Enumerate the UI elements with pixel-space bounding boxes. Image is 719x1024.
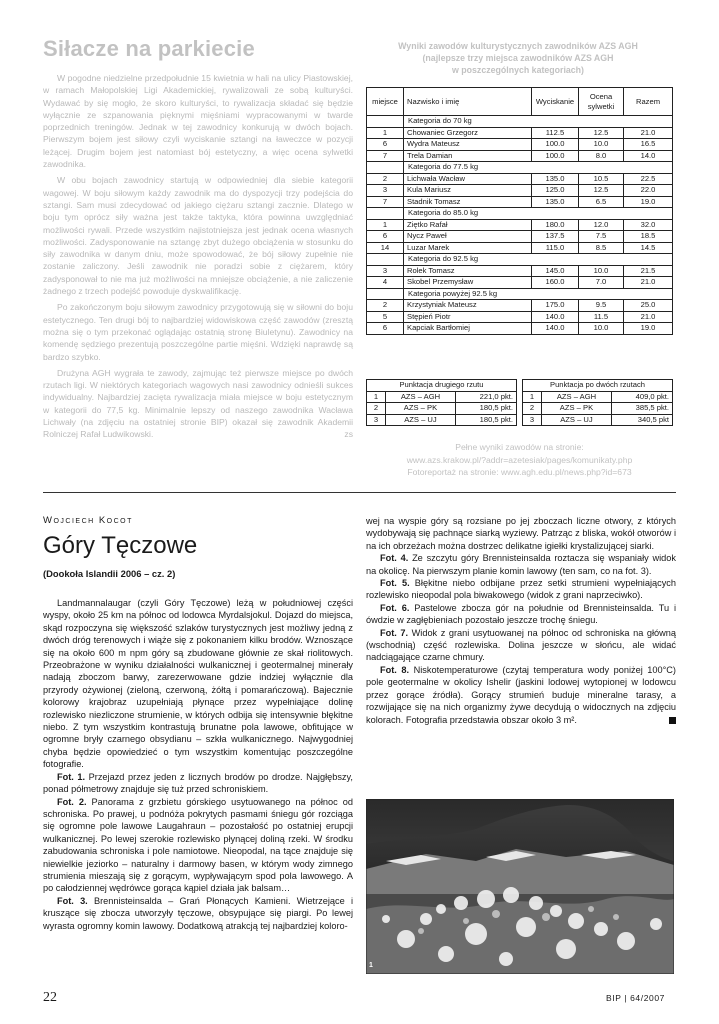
cell-name: Krzystyniak Mateusz xyxy=(404,300,532,312)
cell-name: Kula Mariusz xyxy=(404,185,532,197)
paragraph: Fot. 2. Panorama z grzbietu górskiego usytuowanego na północ od schroniska. Po prawej, u podnóża pokrytych pasmami śniegu gór rozciąga się ogromne pole lawowe Laugahraun – pozostałość po ostatniej erupcji wulkanicznej. Po lewej szerokie rozlewisko płynącej doliną rzeki. W środku zabudowania schroniska i pole namiotowe. Nieopodal, na tące znajduje się niewielkie jeziorko – naturalny i darmowy basen, w którym wody zimnego strumienia mieszają się z gorącym, wypływającym spod pola lawowego. A po całodziennej wędrówce gorąca kąpiel działa jak balsam… xyxy=(43,796,353,894)
cell-place: 1 xyxy=(523,391,542,403)
table-row xyxy=(367,300,673,312)
cell-total: 16.5 xyxy=(624,139,673,151)
cell-score: 7.5 xyxy=(579,231,624,243)
top-paragraph-text: Drużyna AGH wygrała te zawody, zajmując też pierwsze miejsce po dwóch rzutach ligi. W niektórych kategoriach wagowych nasi zawodnicy odnieśli sukces indywidualny. Najbardziej zacięta rywalizacja miała miejsce w boju estetycznym w kategorii do 77,5 kg. Minimalnie lepszy od naszego zawodnika Wacława Lichwały (na zdjęciu na ostatniej stronie BIP) okazał się zawodnik Akademii Rolniczej Rafał Ludwikowski. xyxy=(43,367,353,440)
cell-total: 21.0 xyxy=(624,127,673,139)
cell-total: 25.0 xyxy=(624,300,673,312)
cell-team: AZS – PK xyxy=(542,403,612,415)
cell-press: 180.0 xyxy=(532,219,579,231)
cell-place: 3 xyxy=(523,414,542,426)
article-title: Góry Tęczowe xyxy=(43,532,198,559)
category-row xyxy=(367,116,673,128)
paragraph: Fot. 8. Niskotemperaturowe (czytaj temperatura wody poniżej 100°C) pole geotermalne w okolicy Ishelir (jaskini lodowej wytopionej w lodowcu przez gorące źródła). Gorący strumień buduje mineralne tarasy, a rozwijające się na nich organizmy żywe decydują o widocznych na zdjęciu kolorach. Fotografia przedstawia obszar około 3 m². xyxy=(366,664,676,725)
paragraph: wej na wyspie góry są rozsiane po jej zboczach liczne otwory, z których wydobywają się pachnące siarką wyziewy. Patrząc z bliska, wokół otworów i na ich obrzeżach można dostrzec delikatne igiełki krystalizującej siarki. xyxy=(366,516,676,551)
paragraph: Landmannalaugar (czyli Góry Tęczowe) leżą w południowej części wyspy, około 25 km na północ od lodowca Myrdalsjokul. Dojazd do miejsca, skąd rozpoczyna się większość szlaków turystycznych jest możliwy jedną z dwóch dróg terenowych i wiąże się z pokonaniem kilku brodów. Wznoszące się na około 600 m npm góry są zbudowane głównie ze skał riolitowych. Przeobrażone w wyniku działalności wulkanicznej i geotermalnej minerały nadają zboczom barwy, zarezerwowane gdzie indziej wyłącznie dla przyrody ożywionej (zieloną, czerwoną, żółtą i pomarańczową). Bajecznie kolorowy krajobraz uzupełniają płynące przez wypełniające dolinę rozlewisko niezliczone strumienie, w których odbija się intensywnie błękitne niebo. Z tym wszystkim kontrastują brunatne pola lawowe, obfitujące w ogromne bryły czarnego obsydianu – szkła wulkanicznego. Najwygodniej chyba będzie opowiedzieć o tym wszystkim komentując poszczególne fotografie. xyxy=(43,598,353,770)
cell-total: 21.0 xyxy=(624,277,673,289)
points-two-body xyxy=(523,391,673,426)
cell-place: 2 xyxy=(523,403,542,415)
table-header-row xyxy=(367,88,673,116)
table-row xyxy=(367,231,673,243)
cell-name: Stadnik Tomasz xyxy=(404,196,532,208)
cell-score: 10.0 xyxy=(579,323,624,335)
cell-total: 32.0 xyxy=(624,219,673,231)
points-second-body xyxy=(367,391,517,426)
cell-name: Chowaniec Grzegorz xyxy=(404,127,532,139)
cell-place: 1 xyxy=(367,127,404,139)
cell-score: 12.0 xyxy=(579,219,624,231)
cell-team: AZS – AGH xyxy=(542,391,612,403)
table-row xyxy=(367,173,673,185)
table-row xyxy=(523,391,673,403)
results-caption-line: Wyniki zawodów kulturystycznych zawodników AZS AGH xyxy=(398,41,638,51)
cell-points: 180,5 pkt. xyxy=(455,414,516,426)
landscape-photo xyxy=(366,799,674,974)
end-of-article-icon xyxy=(669,717,676,724)
table-row xyxy=(367,242,673,254)
cell-place: 7 xyxy=(367,196,404,208)
header-name: Nazwisko i imię xyxy=(404,88,532,116)
cell-name: Lichwała Wacław xyxy=(404,173,532,185)
article-subtitle: (Dookoła Islandii 2006 – cz. 2) xyxy=(43,568,176,579)
results-caption-line: w poszczególnych kategoriach) xyxy=(452,65,584,75)
table-row xyxy=(367,139,673,151)
cell-place: 7 xyxy=(367,150,404,162)
cell-name: Kapciak Bartłomiej xyxy=(404,323,532,335)
category-row xyxy=(367,288,673,300)
cell-press: 145.0 xyxy=(532,265,579,277)
cell-press: 160.0 xyxy=(532,277,579,289)
section-divider xyxy=(43,492,676,493)
cell-press: 137.5 xyxy=(532,231,579,243)
links-line: Pełne wyniki zawodów na stronie: xyxy=(455,442,584,452)
cell-press: 112.5 xyxy=(532,127,579,139)
footer-issue: BIP | 64/2007 xyxy=(606,993,666,1003)
page-number: 22 xyxy=(43,990,57,1005)
top-paragraph xyxy=(43,367,353,441)
category-spacer xyxy=(367,288,404,300)
category-name: Kategoria do 85.0 kg xyxy=(404,208,673,220)
cell-name: Ziętko Rafał xyxy=(404,219,532,231)
table-row xyxy=(367,219,673,231)
cell-score: 12.5 xyxy=(579,185,624,197)
paragraph: Fot. 7. Widok z grani usytuowanej na północ od schroniska na główną (wschodnią) część rozlewiska. Dolina jeszcze w słońcu, ale widać nadciągające czarne chmury. xyxy=(366,627,676,663)
cell-name: Rolek Tomasz xyxy=(404,265,532,277)
cell-total: 19.0 xyxy=(624,323,673,335)
category-name: Kategoria do 92.5 kg xyxy=(404,254,673,266)
table-row xyxy=(367,391,517,403)
left-column xyxy=(43,597,353,932)
signature: zs xyxy=(344,429,353,440)
cell-score: 10.0 xyxy=(579,265,624,277)
cell-place: 5 xyxy=(367,311,404,323)
author-name: Wojciech Kocot xyxy=(43,515,133,526)
cell-place: 6 xyxy=(367,231,404,243)
table-row xyxy=(367,323,673,335)
table-row xyxy=(367,265,673,277)
cell-press: 125.0 xyxy=(532,185,579,197)
links-line[interactable]: www.azs.krakow.pl/?addr=azetesiak/pages/komunikaty.php xyxy=(406,454,633,465)
cell-score: 9.5 xyxy=(579,300,624,312)
top-paragraph: W pogodne niedzielne przedpołudnie 15 kwietnia w hali na ulicy Piastowskiej, w ramach Małopolskiej Ligi Akademickiej, rywalizowali ze sobą kulturyści. Wydawać by się mogło, że skoro kulturyści, to rywalizacja składać się będzie wyłącznie ze szpanowania pięknymi mięśniami wypracowanymi w twarde poprzednich treningów. Jednak w tej zawodnicy konkurują w dwóch bojach. Pierwszym bojem jest siłowy czyli wyciskanie sztangi na ławeczce w pozycji leżącej. Drugim bojem jest natomiast bój estetyczny, a więc ocena sylwetki zawodnika. xyxy=(43,73,353,170)
results-body xyxy=(367,116,673,335)
table-row xyxy=(367,196,673,208)
category-spacer xyxy=(367,116,404,128)
cell-press: 100.0 xyxy=(532,139,579,151)
paragraph: Fot. 3. Brennisteinsalda – Grań Płonących Kamieni. Wietrzejące i kruszące się zbocza utworzyły tęczowe, obsypujące się piargi. Po lewej wyrasta ogromny komin lawowy. Dodatkową atrakcją tej najbardziej koloro- xyxy=(43,895,353,931)
cell-press: 115.0 xyxy=(532,242,579,254)
category-name: Kategoria do 70 kg xyxy=(404,116,673,128)
cell-score: 8.5 xyxy=(579,242,624,254)
cell-points: 180,5 pkt. xyxy=(455,403,516,415)
cell-total: 14.0 xyxy=(624,150,673,162)
cell-place: 6 xyxy=(367,323,404,335)
cell-total: 19.0 xyxy=(624,196,673,208)
photo-number: 1 xyxy=(369,962,373,969)
cell-points: 221,0 pkt. xyxy=(455,391,516,403)
cell-points: 409,0 pkt. xyxy=(611,391,672,403)
paragraph: Fot. 5. Błękitne niebo odbijane przez setki strumieni wypełniających rozlewisko nieopodal pola biwakowego (widok z grani naprzeciwko). xyxy=(366,578,676,601)
cell-points: 385,5 pkt. xyxy=(611,403,672,415)
cell-score: 10.0 xyxy=(579,139,624,151)
table-row xyxy=(367,150,673,162)
photo-illustration xyxy=(366,799,674,974)
paragraph: Fot. 6. Pastelowe zbocza gór na południe od Brennisteinsalda. Tu i ówdzie w zagłębieniach pozostało jeszcze trochę śniegu. xyxy=(366,602,676,626)
cell-team: AZS – UJ xyxy=(386,414,456,426)
cell-place: 3 xyxy=(367,185,404,197)
cell-score: 8.0 xyxy=(579,150,624,162)
cell-score: 6.5 xyxy=(579,196,624,208)
header-place: miejsce xyxy=(367,88,404,116)
cell-place: 1 xyxy=(367,219,404,231)
results-caption xyxy=(368,40,668,76)
top-article-title: Siłacze na parkiecie xyxy=(43,36,255,61)
cell-total: 18.5 xyxy=(624,231,673,243)
paragraph: Fot. 4. Ze szczytu góry Brennisteinsalda roztacza się wspaniały widok na okolicę. Na pierwszym planie komin lawowy (ten sam, co na fot. 3). xyxy=(366,553,676,576)
cell-name: Wydra Mateusz xyxy=(404,139,532,151)
cell-total: 21.5 xyxy=(624,265,673,277)
category-spacer xyxy=(367,162,404,174)
cell-total: 22.5 xyxy=(624,173,673,185)
cell-team: AZS – AGH xyxy=(386,391,456,403)
cell-team: AZS – UJ xyxy=(542,414,612,426)
cell-place: 2 xyxy=(367,300,404,312)
right-column xyxy=(366,515,676,726)
cell-place: 3 xyxy=(367,265,404,277)
cell-total: 21.0 xyxy=(624,311,673,323)
table-row xyxy=(523,403,673,415)
points-two-table xyxy=(522,379,673,426)
category-row xyxy=(367,208,673,220)
table-row xyxy=(367,127,673,139)
cell-name: Trela Damian xyxy=(404,150,532,162)
table-row xyxy=(367,403,517,415)
results-caption-line: (najlepsze trzy miejsca zawodników AZS AGH xyxy=(422,53,614,63)
table-row xyxy=(367,414,517,426)
cell-place: 4 xyxy=(367,277,404,289)
header-total: Razem xyxy=(624,88,673,116)
cell-place: 6 xyxy=(367,139,404,151)
table-row xyxy=(367,311,673,323)
cell-place: 14 xyxy=(367,242,404,254)
cell-name: Nycz Paweł xyxy=(404,231,532,243)
cell-points: 340,5 pkt xyxy=(611,414,672,426)
cell-team: AZS – PK xyxy=(386,403,456,415)
cell-press: 100.0 xyxy=(532,150,579,162)
category-name: Kategoria do 77.5 kg xyxy=(404,162,673,174)
cell-name: Skobel Przemysław xyxy=(404,277,532,289)
table-row xyxy=(523,414,673,426)
points-two-title: Punktacja po dwóch rzutach xyxy=(523,380,673,392)
table-row xyxy=(367,185,673,197)
cell-score: 12.5 xyxy=(579,127,624,139)
cell-place: 2 xyxy=(367,173,404,185)
category-row xyxy=(367,162,673,174)
category-spacer xyxy=(367,254,404,266)
points-second-title: Punktacja drugiego rzutu xyxy=(367,380,517,392)
points-second-table xyxy=(366,379,517,426)
paragraph: Fot. 1. Przejazd przez jeden z licznych brodów po drodze. Najgłębszy, ponad półmetrowy znajduje się tuż przed schroniskiem. xyxy=(43,771,353,795)
cell-total: 14.5 xyxy=(624,242,673,254)
header-press: Wyciskanie xyxy=(532,88,579,116)
cell-press: 135.0 xyxy=(532,196,579,208)
table-row xyxy=(367,277,673,289)
cell-name: Stępień Piotr xyxy=(404,311,532,323)
cell-name: Luzar Marek xyxy=(404,242,532,254)
cell-place: 3 xyxy=(367,414,386,426)
cell-press: 140.0 xyxy=(532,311,579,323)
cell-press: 175.0 xyxy=(532,300,579,312)
cell-place: 2 xyxy=(367,403,386,415)
cell-place: 1 xyxy=(367,391,386,403)
results-table xyxy=(366,87,673,335)
results-links xyxy=(366,441,673,479)
header-score: Ocena sylwetki xyxy=(579,88,624,116)
cell-press: 135.0 xyxy=(532,173,579,185)
cell-score: 11.5 xyxy=(579,311,624,323)
top-paragraph: W obu bojach zawodnicy startują w odpowiedniej dla siebie kategorii wagowej. W boju siłowym każdy zawodnik ma do dyspozycji trzy podejścia do sztangi. Sam musi zdecydować od jakiego ciężaru sztangi zacznie. Dlatego w boju tym oprócz siły ważna jest także taktyka, która powinna uwzględniać możliwości rywali. Przede wszystkim najistotniejsza jest jednak ocena własnych możliwości. Zadysponowanie na sztangę zbyt dużego obciążenia w stosunku do siły zawodnika w danym dniu, może spowodować, że bój siłowy zupełnie nie zostanie zaliczony. Jeśli zawodnik nie poradzi sobie z ciężarem, który zadysponował to nie ma już możliwości na mniejsze obciążenie, a nie zaliczenie żadnego z trzech podejść powoduje dyskwalifikację. xyxy=(43,175,353,297)
category-row xyxy=(367,254,673,266)
cell-score: 10.5 xyxy=(579,173,624,185)
cell-press: 140.0 xyxy=(532,323,579,335)
links-line[interactable]: Fotoreportaż na stronie: www.agh.edu.pl/news.php?id=673 xyxy=(407,467,632,477)
cell-score: 7.0 xyxy=(579,277,624,289)
category-name: Kategoria powyżej 92.5 kg xyxy=(404,288,673,300)
top-paragraph: Po zakończonym boju siłowym zawodnicy przygotowują się w siłowni do boju estetycznego. Ten drugi bój to najbardziej widowiskowa część zawodów (zresztą można się o tym przekonać oglądając ostatnią stronę Biuletynu). Zawodnicy na komendę sędziego prezentują poszczególne partie mięśni. Wdzięki naprawdę są bardzo szybko. xyxy=(43,302,353,362)
cell-total: 22.0 xyxy=(624,185,673,197)
top-article-body xyxy=(43,72,353,445)
category-spacer xyxy=(367,208,404,220)
